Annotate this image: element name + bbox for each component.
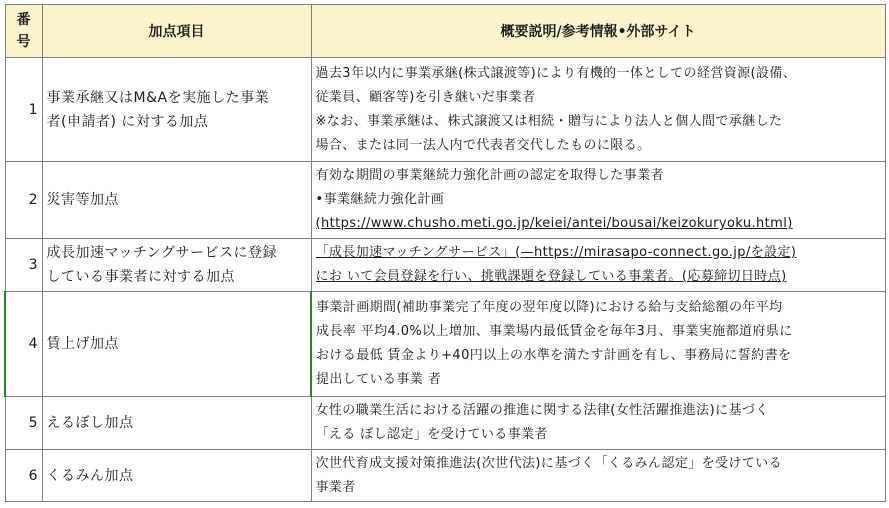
item-line: えるぼし加点 [46,415,134,431]
header-row [5,5,885,58]
item-cell[interactable] [42,58,311,162]
description-cell[interactable] [311,292,885,397]
description-cell[interactable] [311,450,885,502]
table-row [5,239,885,292]
description-line: 場合、または同一法人内で代表者交代したものに限る。 [315,137,651,153]
header-description-cell[interactable]: 概要説明/参考情報•外部サイト [311,5,885,58]
item-cell[interactable] [42,450,311,502]
header-number-line2: 号 [16,34,31,50]
table-row [5,450,885,502]
item-line: 事業承継又はM&Aを実施した事業 [46,89,270,106]
description-line: 「える ぼし認定」を受けている事業者 [315,427,548,442]
row-number-cell[interactable]: 5 [5,397,42,450]
header-number-cell[interactable] [5,5,42,58]
description-line: 次世代育成支援対策推進法(次世代法)に基づく「くるみん認定」を受けている [315,455,783,471]
item-line: 成長加速マッチングサービスに登録 [46,245,277,261]
description-line: •事業継続力強化計画 [315,192,445,207]
table-row [5,162,885,239]
description-line: 女性の職業生活における活躍の推進に関する法律(女性活躍推進法)に基づく [315,403,769,418]
description-line: 過去3年以内に事業承継(株式譲渡等)により有機的一体としての経営資源(設備、 [315,65,797,81]
description-cell[interactable] [311,58,885,162]
description-line: 提出している事業 者 [316,372,442,387]
item-cell[interactable] [42,397,311,450]
description-line: 事業者 [315,479,356,495]
row-number-cell[interactable]: 2 [5,162,42,239]
item-line: 賃上げ加点 [46,336,119,352]
table-row [5,58,885,162]
description-line: ※なお、事業承継は、株式譲渡又は相続・贈与により法人と個人間で承継した [315,113,783,129]
item-cell[interactable] [42,162,311,239]
mirasapo-link-line[interactable]: にお いて会員登録を行い、挑戦課題を登録している事業者。(応募締切日時点) [315,269,787,284]
item-line: 災害等加点 [46,192,119,208]
item-line: している事業者に対する加点 [46,269,235,285]
row-number-cell[interactable]: 6 [5,450,42,502]
header-item-cell[interactable]: 加点項目 [42,5,311,58]
description-cell[interactable] [311,397,885,450]
item-cell[interactable] [42,239,311,292]
row-number-cell[interactable]: 3 [5,239,42,292]
item-cell-selected[interactable] [42,292,311,397]
description-line: 従業員、顧客等)を引き継いだ事業者 [315,89,536,105]
item-line: くるみん加点 [46,467,134,484]
description-line: 有効な期間の事業継続力強化計画の認定を取得した事業者 [315,168,664,183]
header-number-line1: 番 [16,12,31,28]
description-line: おける最低 賃金より+40円以上の水準を満たす計画を有し、事務局に誓約書を [316,348,792,363]
description-cell[interactable] [311,239,885,292]
description-cell[interactable] [311,162,885,239]
description-line: 成長率 平均4.0%以上増加、事業場内最低賃金を毎年3月、事業実施都道府県に [316,324,793,339]
keizokuryoku-link[interactable]: (https://www.chusho.meti.go.jp/keiei/antei/bousai/keizokuryoku.html) [315,216,793,231]
row-number-cell[interactable]: 4 [5,292,42,397]
description-line: 事業計画期間(補助事業完了年度の翌年度以降)における給与支給総額の年平均 [316,300,783,315]
bonus-points-table [4,4,886,502]
row-number-cell[interactable]: 1 [5,58,42,162]
table-row [5,292,885,397]
item-line: 者(申請者) に対する加点 [46,113,209,130]
table-row [5,397,885,450]
mirasapo-link-line[interactable]: 「成長加速マッチングサービス」(—https://mirasapo-connect.go.jp/を設定) [315,245,797,260]
